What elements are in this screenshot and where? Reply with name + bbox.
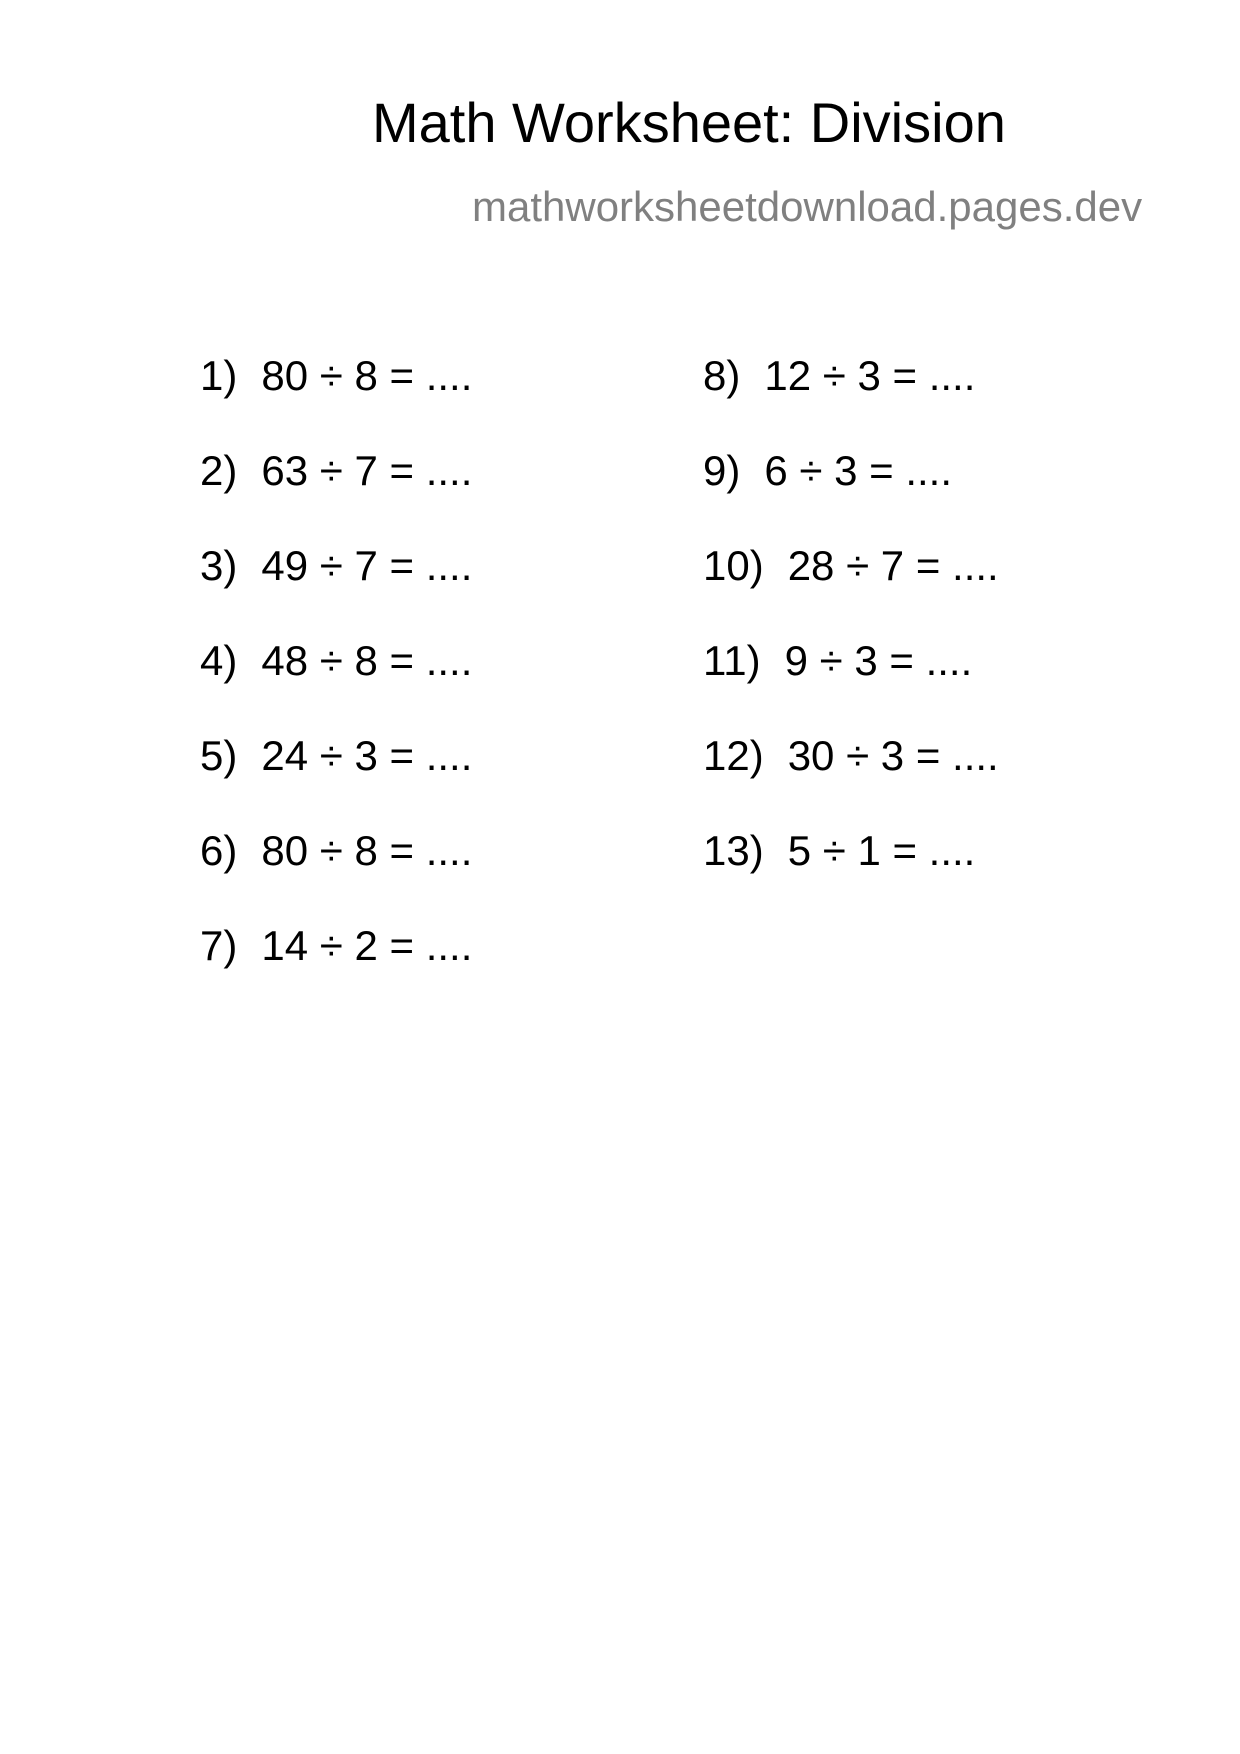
problem-item — [200, 637, 620, 735]
problem-number: 2) — [200, 447, 238, 494]
problem-number: 1) — [200, 352, 238, 399]
problem-item — [703, 352, 1123, 450]
problem-expression: 6 ÷ 3 = .... — [764, 447, 953, 494]
problem-expression: 5 ÷ 1 = .... — [787, 827, 976, 874]
problem-expression: 48 ÷ 8 = .... — [261, 637, 473, 684]
website-url: mathworksheetdownload.pages.dev — [472, 183, 1143, 230]
problem-item — [703, 447, 1123, 545]
worksheet-title: Math Worksheet: Division — [372, 91, 1006, 154]
problem-expression: 30 ÷ 3 = .... — [787, 732, 999, 779]
problem-expression: 63 ÷ 7 = .... — [261, 447, 473, 494]
problem-expression: 9 ÷ 3 = .... — [784, 637, 973, 684]
problem-item — [200, 352, 620, 450]
problem-number: 13) — [703, 827, 764, 874]
problem-item — [200, 447, 620, 545]
problem-number: 12) — [703, 732, 764, 779]
problem-expression: 80 ÷ 8 = .... — [261, 827, 473, 874]
problem-item — [703, 637, 1123, 735]
problem-item — [200, 732, 620, 830]
problem-number: 11) — [703, 637, 761, 684]
problem-number: 8) — [703, 352, 741, 399]
problem-expression: 80 ÷ 8 = .... — [261, 352, 473, 399]
problem-item — [703, 827, 1123, 925]
problem-number: 9) — [703, 447, 741, 494]
problem-number: 10) — [703, 542, 764, 589]
problem-number: 4) — [200, 637, 238, 684]
problem-column-right — [703, 352, 1123, 925]
problem-expression: 12 ÷ 3 = .... — [764, 352, 976, 399]
problem-expression: 49 ÷ 7 = .... — [261, 542, 473, 589]
problem-item — [200, 827, 620, 925]
problem-expression: 24 ÷ 3 = .... — [261, 732, 473, 779]
problem-item — [200, 922, 620, 1020]
problem-column-left — [200, 352, 620, 1020]
problem-item — [703, 732, 1123, 830]
problem-number: 7) — [200, 922, 238, 969]
problem-expression: 14 ÷ 2 = .... — [261, 922, 473, 969]
problem-item — [200, 542, 620, 640]
problem-number: 3) — [200, 542, 238, 589]
problem-expression: 28 ÷ 7 = .... — [787, 542, 999, 589]
problem-number: 5) — [200, 732, 238, 779]
problem-item — [703, 542, 1123, 640]
problem-number: 6) — [200, 827, 238, 874]
